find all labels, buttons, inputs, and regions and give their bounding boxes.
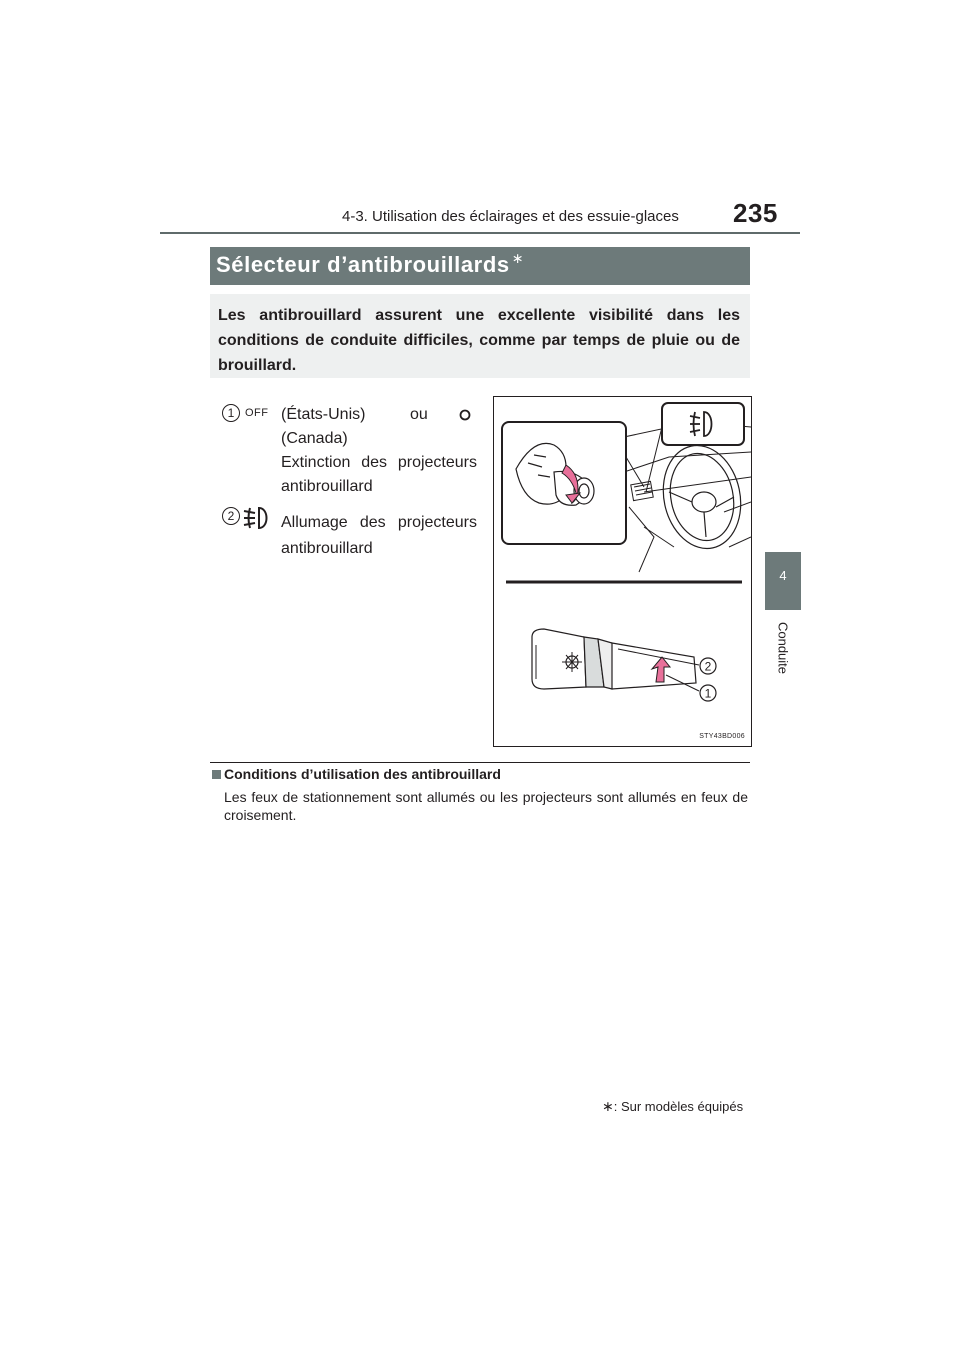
intro-text: Les antibrouillard assurent une excellente visibilité dans les conditions de conduite difficiles, comme par temps de pluie ou de brouillard. [218,307,740,374]
callout-1: 1 [704,686,712,701]
footnote-marker: ∗ [602,1098,614,1114]
section-header: 4-3. Utilisation des éclairages et des essuie-glaces [342,208,679,225]
intro-box [210,294,750,378]
item-number-1: 1 [222,404,240,422]
fog-light-switch-illustration [493,396,752,747]
page-number: 235 [733,198,778,228]
item-1-usa: (États-Unis) [281,406,366,423]
title-bar [210,247,750,285]
page-title [216,252,524,278]
chapter-number: 4 [779,568,787,583]
item-1-description: Extinction des projecteurs antibrouillard [281,454,477,495]
item-1-or: ou [410,406,428,423]
conditions-bullet-icon [212,770,221,779]
title-marker: ∗ [511,250,525,266]
front-fog-light-icon [242,505,272,531]
off-symbol: OFF [245,407,269,419]
conditions-title: Conditions d’utilisation des antibrouillard [224,766,501,782]
item-1-canada: (Canada) [281,430,348,447]
conditions-text: Les feux de stationnement sont allumés ou les projecteurs sont allumés en feux de croisement. [224,789,748,823]
page-title-text: Sélecteur d’antibrouillards [216,252,510,277]
item-number-2: 2 [222,507,240,525]
callout-2: 2 [704,659,712,674]
header-rule [160,232,800,234]
chapter-tab [765,552,801,610]
illustration-drawing [494,397,751,746]
chapter-title: Conduite [775,621,791,675]
conditions-rule [210,762,750,763]
off-circle-icon [458,408,472,422]
footnote [602,1098,743,1115]
illustration-code: STY43BD006 [699,733,745,740]
footnote-text: : Sur modèles équipés [613,1099,744,1114]
item-2-description: Allumage des projecteurs antibrouillard [281,514,477,557]
